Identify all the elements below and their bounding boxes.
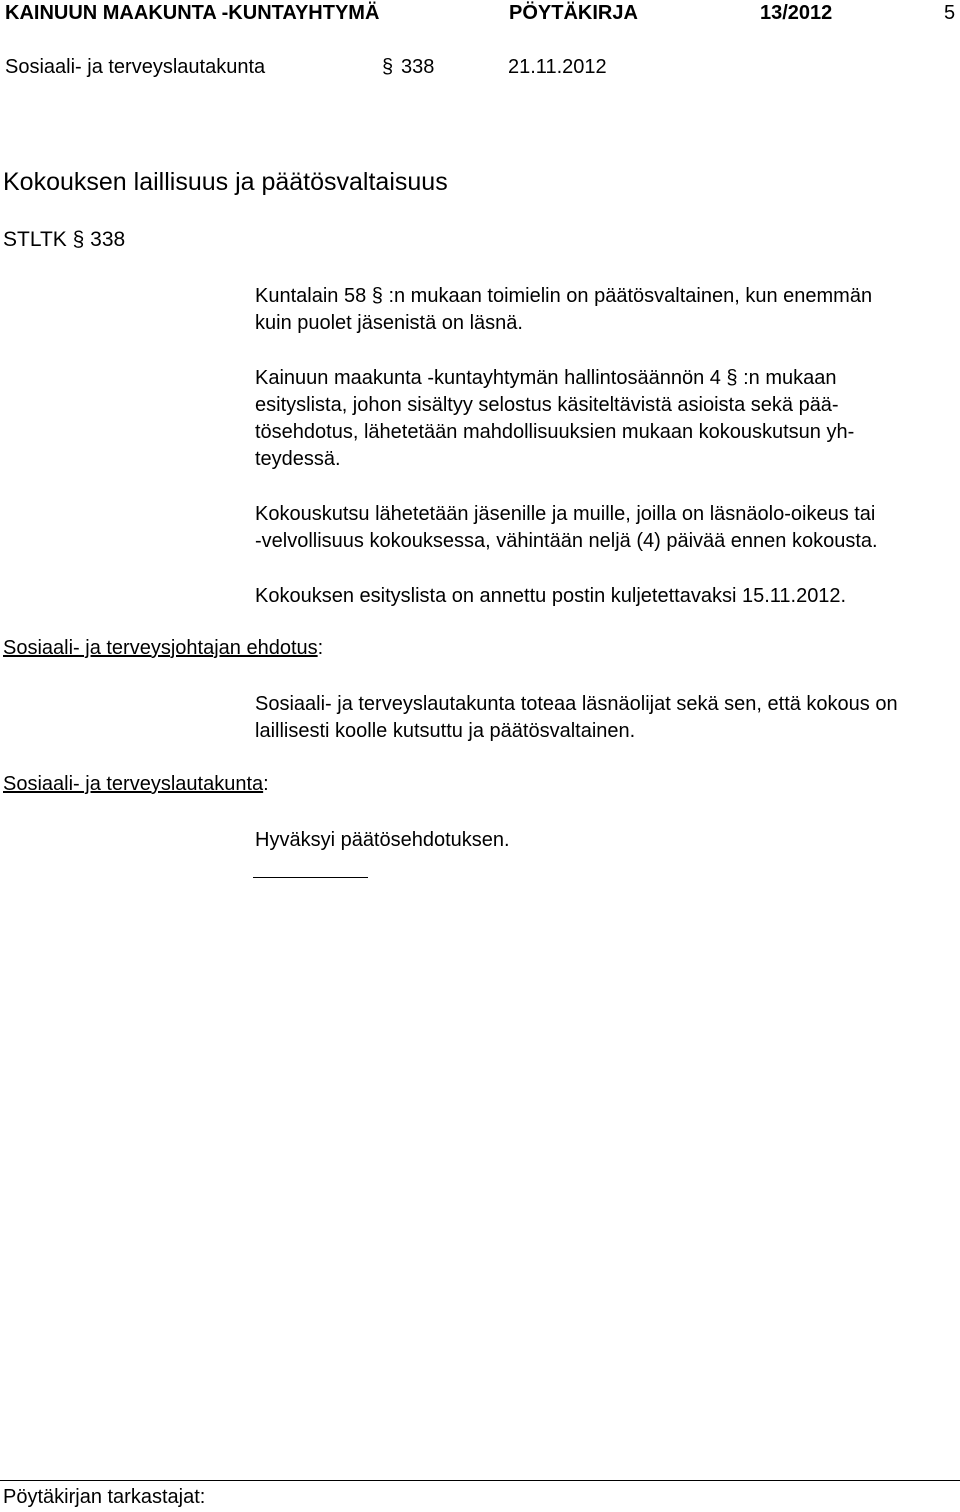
paragraph-line: teydessä.: [255, 448, 341, 470]
meeting-date: 21.11.2012: [508, 56, 607, 78]
paragraph-line: Kainuun maakunta -kuntayhtymän hallintosäännön 4 § :n mukaan: [255, 367, 837, 389]
decision-text: [255, 827, 960, 854]
paragraph-line: esityslista, johon sisältyy selostus käsiteltävistä asioista sekä pää-: [255, 394, 839, 416]
document-type: PÖYTÄKIRJA: [509, 2, 638, 24]
paragraph-line: Kuntalain 58 § :n mukaan toimielin on päätösvaltainen, kun enemmän: [255, 285, 873, 307]
decision-line: Hyväksyi päätösehdotuksen.: [255, 829, 510, 851]
proposal-line: Sosiaali- ja terveyslautakunta toteaa läsnäolijat sekä sen, että kokous on: [255, 693, 898, 715]
section-reference: [3, 228, 125, 252]
proposal-label: [3, 637, 323, 660]
board-name: Sosiaali- ja terveyslautakunta: [5, 56, 266, 78]
decision-label-text: Sosiaali- ja terveyslautakunta: [3, 773, 264, 795]
proposal-text: [255, 691, 960, 745]
paragraph-invitation: [255, 501, 960, 555]
paragraph-line: tösehdotus, lähetetään mahdollisuuksien mukaan kokouskutsun yh-: [255, 421, 855, 443]
section-ref-number: 338: [90, 228, 126, 251]
footer-rule: [0, 1480, 960, 1481]
proposal-label-text: Sosiaali- ja terveysjohtajan ehdotus: [3, 637, 318, 659]
document-number: 13/2012: [760, 2, 833, 24]
proposal-line: laillisesti koolle kutsuttu ja päätösvaltainen.: [255, 720, 636, 742]
paragraph-line: -velvollisuus kokouksessa, vähintään neljä (4) päivää ennen kokousta.: [255, 530, 878, 552]
section-sign-icon: §: [72, 228, 85, 251]
decision-label: [3, 773, 269, 796]
paragraph-line: kuin puolet jäsenistä on läsnä.: [255, 312, 523, 334]
section-sign-icon: §: [382, 56, 394, 78]
paragraph-quorum: [255, 283, 960, 337]
decision-label-colon: :: [263, 773, 269, 795]
footer-label: Pöytäkirjan tarkastajat:: [3, 1486, 206, 1508]
page-title: Kokouksen laillisuus ja päätösvaltaisuus: [3, 168, 448, 196]
paragraph-agenda-sent: [255, 583, 960, 610]
paragraph-agenda: [255, 365, 960, 473]
section-prefix: STLTK: [3, 228, 67, 251]
section-number: 338: [401, 56, 435, 78]
proposal-label-colon: :: [317, 637, 324, 659]
paragraph-line: Kokouksen esityslista on annettu postin kuljetettavaksi 15.11.2012.: [255, 585, 847, 607]
paragraph-line: Kokouskutsu lähetetään jäsenille ja muille, joilla on läsnäolo-oikeus tai: [255, 503, 876, 525]
end-rule: [253, 877, 368, 878]
page-number: 5: [944, 2, 956, 24]
organization-name: KAINUUN MAAKUNTA -KUNTAYHTYMÄ: [5, 2, 380, 24]
